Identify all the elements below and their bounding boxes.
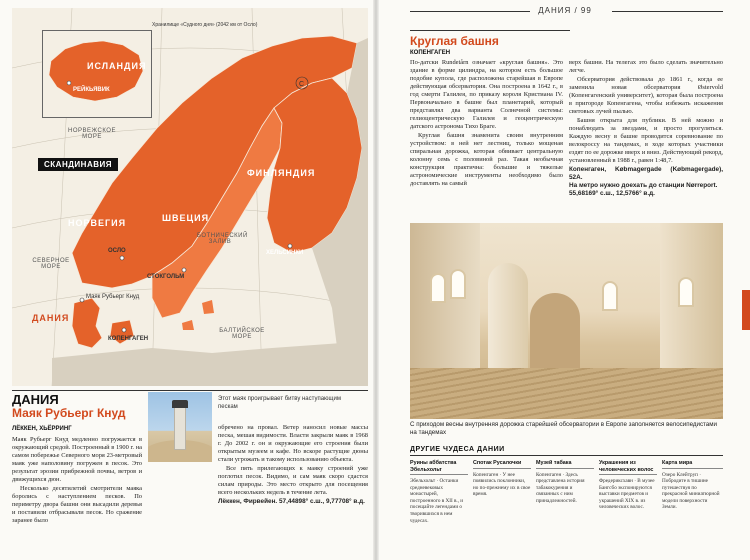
sweden-label: ШВЕЦИЯ	[162, 213, 210, 223]
oslo-label: ОСЛО	[108, 248, 126, 254]
finland-label: ФИНЛЯНДИЯ	[247, 168, 316, 178]
other-wonder-item	[662, 460, 723, 511]
right-col-2-para-2: Обсерватория действовала до 1861 г., когда ее заменила новая обсерватория Østervold (Копенгагенский университет), которая была построена в пригороде Копенгагена, чтобы избежать искажения световых лучей пылью.	[569, 76, 723, 115]
other-wonder-item	[410, 460, 468, 524]
other-wonder-heading: Руины аббатства Эбельхольт	[410, 460, 468, 475]
right-address: Копенгаген, Købmagergade (Købmagergade), 52A.	[569, 166, 723, 181]
photo-window	[450, 269, 466, 299]
round-tower-photo	[410, 223, 723, 419]
photo-window	[430, 273, 446, 303]
other-wonder-item	[599, 460, 657, 511]
left-col-1	[12, 436, 142, 525]
lighthouse-photo	[148, 392, 212, 462]
left-col-1-para-1: Маяк Рубьерг Кнуд медленно погружается в окружающий средой. Построенный в 1900 г. на самом побережье Северного моря 23-метровый маяк уже наполовину погружен в песок. Это результат эрозии прибрежной почвы, ветров и движущихся дюн.	[12, 436, 142, 483]
reykjavik-label: РЕЙКЬЯВИК	[73, 87, 110, 93]
stockholm-label: СТОКГОЛЬМ	[147, 274, 185, 280]
lighthouse-lamp	[172, 400, 188, 408]
lighthouse-tower	[174, 406, 186, 450]
helsinki-label: ХЕЛЬСИНКИ	[266, 250, 304, 256]
other-wonder-heading: Музей табака	[536, 460, 594, 469]
right-title-rule	[410, 30, 570, 31]
right-article-title: Круглая башня	[410, 34, 499, 48]
left-header-rule	[12, 390, 368, 391]
right-metro: На метро нужно доехать до станции Nørreport.	[569, 182, 718, 189]
photo-floor	[410, 368, 723, 419]
left-col-2-para-1: обречено на провал. Ветер наносил новые массы песка, мешая видимости. Власти закрыли маяк в 1968 г. До 2002 г. он и окружающие его строения были открытым музеем и кафе. Но вскоре растущие дюны стали угрожать и такому использованию объекта.	[218, 424, 368, 463]
svg-text:С: С	[299, 81, 305, 88]
left-address: Лёккен, Фирвейен. 57,44898° с.ш., 9,77708° в.д.	[218, 498, 365, 505]
right-subhead: КОПЕНГАГЕН	[410, 50, 451, 56]
left-col-2-para-2: Все пять прилегающих к маяку строений уже поглотил песок. Видимо, и сам маяк скоро сдастся силам природы. Это место открыто для посещения всего нескольких недель в течение лета.	[218, 465, 368, 496]
other-wonder-body: Копенгаген · Здесь представлена история табакокурения и связанных с ним принадлежностей.	[536, 471, 585, 504]
denmark-land	[72, 298, 102, 348]
left-country-title: ДАНИЯ	[12, 392, 59, 407]
left-col-1-para-2: Несколько десятилетий смотрители маяка боролись с наступлением песков. По периметру двора башни они высадили деревья и поставили отбрасывали песок. Но сражение заранее было	[12, 485, 142, 524]
round-tower-caption: С приходом весны внутренняя дорожка старейшей обсерватории в Европе заполняется велосипедистами на тандемах	[410, 421, 717, 436]
right-col-2-para-3: Башня открыта для публики. В ней можно и понаблюдать за звездами, и просто прогуляться. Каждую весну в башне проводится соревнование по велокроссу на тандемах, в ходе которых участники ездят по ее дорожке вверх и вниз. Действующий рекорд, установленный в 1988 г., равен 1:48,7.	[569, 117, 723, 164]
right-coords: 55,68169° с.ш., 12,5766° в.д.	[569, 190, 655, 197]
lighthouse-caption: Этот маяк проигрывает битву наступающим пескам	[218, 396, 341, 410]
photo-archway	[530, 293, 580, 373]
right-col-1-para-2: Круглая башня знаменита своим внутренним устройством: в ней нет лестниц, только мощеная спиральная дорожка, которая обвивает центральную колонну семь с половиной раз. Такая необычная конструкция практична: большие и тяжелые астрономические инструменты необходимо было доставлять на самый	[410, 132, 563, 187]
other-wonder-heading: Спотак Русалочки	[473, 460, 531, 469]
other-wonder-heading: Украшения из человеческих волос	[599, 460, 657, 475]
other-wonder-body: Копенгаген · У нее появились поклонники, но по-прежнему их в свое время.	[473, 471, 531, 498]
bothnia-label: БОТНИЧЕСКИЙ ЗАЛИВ	[197, 233, 248, 245]
left-col-2	[218, 424, 368, 506]
right-col-1	[410, 59, 563, 188]
denmark-label: ДАНИЯ	[32, 313, 70, 323]
scandinavia-label: СКАНДИНАВИЯ	[38, 158, 118, 171]
rubjerg-label: Маяк Рубьерг Кнуд	[86, 294, 140, 300]
other-wonder-item	[473, 460, 531, 498]
norway-label: НОРВЕГИЯ	[68, 218, 127, 228]
photo-pillar	[488, 263, 528, 373]
left-subhead: ЛЁККЕН, ХЬЁРРИНГ	[12, 426, 72, 432]
chapter-tab	[742, 290, 750, 330]
photo-window	[678, 277, 694, 307]
right-col-1-para-1: По-датски Rundetårn означает «круглая башня». Это здание в форме цилиндра, на котором есть большое подобие купола, где расположена старейшая в Европе действующая обсерватория. Она построена в 1642 г., в год смерти Галилея, по приказу короля Кристиана IV. Первоначально в башне был планетарий, который представлял два варианта Солнечной системы: гелиоцентрическую Галилея и геоцентрическую датского астронома Тихо Браге.	[410, 59, 563, 130]
north-sea-label: СЕВЕРНОЕ МОРЕ	[32, 258, 70, 270]
running-head: ДАНИЯ / 99	[538, 6, 592, 15]
svalbard-label: Хранилище «Судного дня» (2042 км от Осло)	[152, 22, 258, 28]
europe-land	[52, 343, 368, 386]
other-wonders-title: ДРУГИЕ ЧУДЕСА ДАНИИ	[410, 446, 505, 453]
right-col-2	[569, 59, 723, 198]
other-wonder-body: Озеро Клейтруп · Побродите в тишине путешествуя по прекрасной миниатюрной модели поверхности Земли.	[662, 471, 720, 511]
other-wonder-body: Фредериксхавн · В музее Бангсбо экспонируются выставки предметов и украшений XIX в. из человеческих волос.	[599, 478, 655, 511]
iceland-inset	[42, 30, 152, 118]
scandinavia-map	[12, 8, 368, 386]
other-wonder-heading: Карта мира	[662, 460, 723, 469]
baltic-sea-label: БАЛТИЙСКОЕ МОРЕ	[219, 328, 265, 340]
copenhagen-label: КОПЕНГАГЕН	[108, 336, 149, 342]
norwegian-sea-label: НОРВЕЖСКОЕ МОРЕ	[68, 128, 116, 140]
book-gutter	[373, 0, 379, 560]
photo-window	[602, 281, 618, 311]
other-wonder-body: Эбельхольт · Останки средневековых монастырей, построенного в XII в., и посещайте легендами о творившихся в нем чудесах.	[410, 478, 464, 524]
iceland-label: ИСЛАНДИЯ	[87, 61, 147, 71]
other-wonders-rule	[410, 455, 723, 456]
right-col-2-para-1: верх башни. На телегах это было сделать значительно легче.	[569, 59, 723, 74]
other-wonder-item	[536, 460, 594, 504]
left-article-title: Маяк Рубьерг Кнуд	[12, 406, 126, 420]
